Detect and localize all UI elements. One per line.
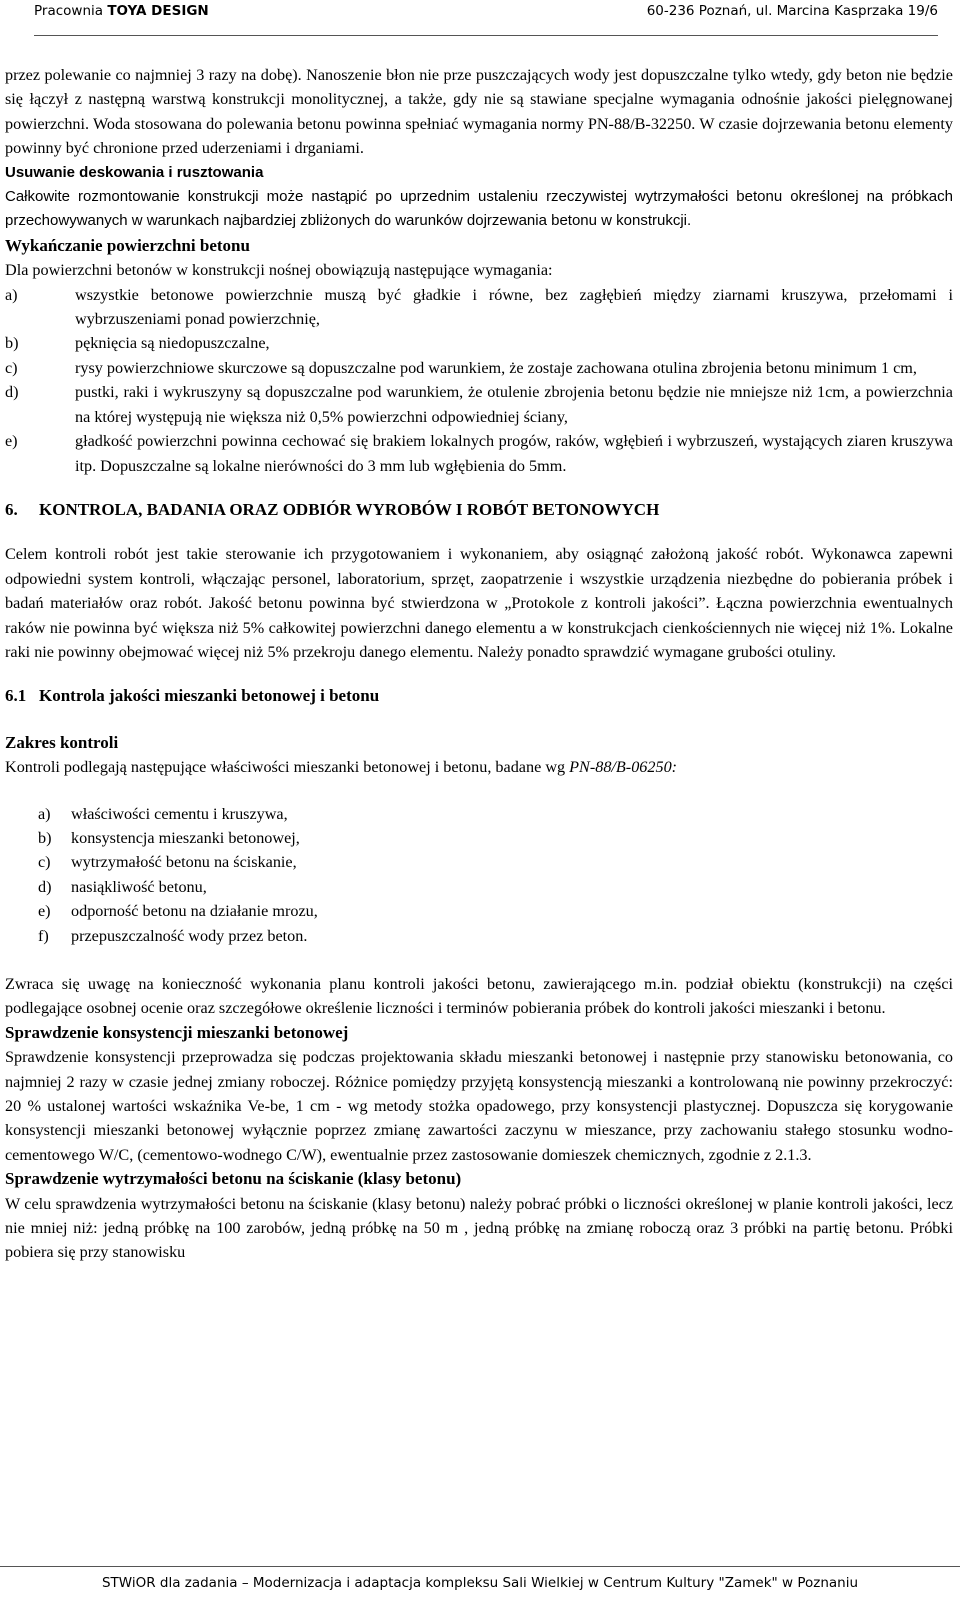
- list-item-text: wszystkie betonowe powierzchnie muszą być gładkie i równe, bez zagłębień między ziarnami kruszywa, przełomami i wybrzuszeniami ponad powierzchnię,: [75, 285, 953, 329]
- finishing-requirements-list: [5, 283, 953, 478]
- list-item-text: odporność betonu na działanie mrozu,: [71, 902, 318, 921]
- formwork-heading: Usuwanie deskowania i rusztowania: [5, 163, 264, 181]
- scope-properties-list: [5, 802, 953, 948]
- list-item-label: e): [38, 902, 51, 921]
- page-footer: STWiOR dla zadania – Modernizacja i adaptacja kompleksu Sali Wielkiej w Centrum Kultury "Zamek" w Poznaniu: [101, 1575, 859, 1591]
- list-item-text: konsystencja mieszanki betonowej,: [71, 828, 300, 847]
- scope-heading: Zakres kontroli: [5, 732, 119, 752]
- list-item: [5, 356, 953, 380]
- scope-norm: PN-88/B-06250:: [569, 758, 678, 777]
- list-item: [5, 331, 953, 355]
- list-item-text: gładkość powierzchni powinna cechować się brakiem lokalnych progów, raków, wgłębień i wybrzuszeń, wystających ziaren kruszywa itp. Dopuszczalne są lokalne nierówności do 3 mm lub wgłębienia do 5mm.: [75, 432, 953, 475]
- list-item-text: pęknięcia są niedopuszczalne,: [75, 334, 270, 353]
- header-company-prefix: Pracownia: [34, 3, 108, 19]
- list-item: [5, 850, 953, 874]
- consistency-heading: Sprawdzenie konsystencji mieszanki betonowej: [5, 1022, 349, 1042]
- section-6-number: 6.: [5, 499, 18, 519]
- control-plan-paragraph: Zwraca się uwagę na konieczność wykonania planu kontroli jakości betonu, zawierającego m.in. podział obiektu (konstrukcji) na części podlegające osobnej ocenie oraz szczegółowe określenie liczności i terminów pobierania próbek do kontroli jakości mieszanki i betonu.: [5, 975, 953, 1018]
- finishing-intro: Dla powierzchni betonów w konstrukcji nośnej obowiązują następujące wymagania:: [5, 261, 553, 280]
- finishing-heading: Wykańczanie powierzchni betonu: [5, 235, 250, 255]
- header-divider: [34, 35, 938, 36]
- list-item: [5, 802, 953, 826]
- list-item-text: właściwości cementu i kruszywa,: [71, 804, 288, 823]
- document-body: [5, 63, 953, 1265]
- list-item-label: b): [5, 334, 19, 353]
- section-6-paragraph: Celem kontroli robót jest takie sterowanie ich przygotowaniem i wykonaniem, aby osiągnąć założoną jakość robót. Wykonawca zapewni odpowiedni system kontroli, włączając personel, laboratorium, sprzęt, zaopatrzenie i wszystkie urządzenia niezbędne do pobierania próbek i badań materiałów oraz robót. Jakość betonu powinna być stwierdzona w „Protokole z kontroli jakości”. Łączna powierzchnia ewentualnych raków nie powinna być większa niż 5% całkowitej powierzchni danego elementu a w konstrukcjach cienkościennych nie więcej niż 1%. Lokalne raki nie powinny obejmować więcej niż 5% przekroju danego elementu. Należy ponadto sprawdzić wymagane grubości otuliny.: [5, 545, 953, 661]
- list-item: [5, 429, 953, 478]
- page-header: [34, 3, 938, 23]
- list-item-label: d): [38, 877, 52, 896]
- list-item-label: f): [38, 926, 49, 945]
- list-item-label: b): [38, 828, 52, 847]
- list-item-text: przepuszczalność wody przez beton.: [71, 926, 308, 945]
- strength-paragraph: W celu sprawdzenia wytrzymałości betonu na ściskanie (klasy betonu) należy pobrać próbki o liczności określonej w planie kontroli jakości, lecz nie mniej niż: jedną próbkę na 100 zarobów, jedną próbkę na 50 m , jedną próbkę na zmianę roboczą oraz 3 próbki na partię betonu. Próbki pobiera się przy stanowisku: [5, 1194, 953, 1262]
- list-item-text: nasiąkliwość betonu,: [71, 877, 207, 896]
- list-item-text: wytrzymałość betonu na ściskanie,: [71, 853, 297, 872]
- header-address: 60-236 Poznań, ul. Marcina Kasprzaka 19/6: [646, 3, 938, 19]
- list-item: [5, 826, 953, 850]
- list-item-label: c): [5, 358, 18, 377]
- section-6-title: KONTROLA, BADANIA ORAZ ODBIÓR WYROBÓW I ROBÓT BETONOWYCH: [39, 499, 660, 519]
- section-6-1-number: 6.1: [5, 686, 27, 706]
- list-item: [5, 899, 953, 923]
- section-6-heading: [5, 498, 953, 522]
- care-paragraph: przez polewanie co najmniej 3 razy na dobę). Nanoszenie błon nie prze puszczających wody jest dopuszczalne tylko wtedy, gdy beton nie będzie się łączył z następną warstwą konstrukcji monolitycznej, a także, gdy nie są stawiane specjalne wymagania odnośnie jakości pielęgnowanej powierzchni. Woda stosowana do polewania betonu powinna spełniać wymagania normy PN-88/B-32250. W czasie dojrzewania betonu elementy powinny być chronione przed uderzeniami i drganiami.: [5, 66, 953, 158]
- list-item: [5, 283, 953, 332]
- header-company: [34, 3, 209, 19]
- scope-intro-text: Kontroli podlegają następujące właściwości mieszanki betonowej i betonu, badane wg: [5, 758, 570, 777]
- list-item: [5, 380, 953, 429]
- list-item: [5, 875, 953, 899]
- list-item: [5, 924, 953, 948]
- list-item-text: pustki, raki i wykruszyny są dopuszczalne pod warunkiem, że otulenie zbrojenia betonu będzie nie mniejsze niż 1cm, a powierzchnia na której występują nie większa niż 0,5% powierzchni odpowiedniej ściany,: [75, 383, 953, 426]
- list-item-text: rysy powierzchniowe skurczowe są dopuszczalne pod warunkiem, że zostaje zachowana otulina zbrojenia betonu minimum 1 cm,: [75, 358, 917, 377]
- list-item-label: d): [5, 383, 19, 402]
- list-item-label: e): [5, 432, 18, 451]
- consistency-paragraph: Sprawdzenie konsystencji przeprowadza się podczas projektowania składu mieszanki betonowej i następnie przy stanowisku betonowania, co najmniej 2 razy w czasie jednej zmiany roboczej. Różnice pomiędzy przyjętą konsystencją mieszanki a kontrolowaną nie powinny przekroczyć: 20 % ustalonej wartości wskaźnika Ve-be, 1 cm - wg metody stożka opadowego, przy konsystencji plastycznej. Dopuszcza się korygowanie konsystencji mieszanki betonowej wyłącznie poprzez zmianę zawartości zaczynu w mieszance, przy zachowaniu stałego stosunku wodno-cementowego W/C, (cementowo-wodnego C/W), ewentualnie przez zastosowanie domieszek chemicznych, zgodnie z 2.1.3.: [5, 1048, 953, 1164]
- list-item-label: a): [38, 804, 51, 823]
- header-company-brand: TOYA DESIGN: [107, 3, 209, 19]
- scope-intro: [5, 755, 953, 779]
- list-item-label: c): [38, 853, 51, 872]
- footer-divider: [0, 1566, 960, 1567]
- section-6-1-heading: [5, 684, 953, 708]
- section-6-1-title: Kontrola jakości mieszanki betonowej i betonu: [39, 686, 380, 706]
- list-item-label: a): [5, 285, 18, 304]
- formwork-paragraph: Całkowite rozmontowanie konstrukcji może nastąpić po uprzednim ustaleniu rzeczywistej wytrzymałości betonu określonej na próbkach przechowywanych w warunkach najbardziej zbliżonych do warunków dojrzewania betonu w konstrukcji.: [5, 188, 953, 230]
- strength-heading: Sprawdzenie wytrzymałości betonu na ściskanie (klasy betonu): [5, 1169, 462, 1189]
